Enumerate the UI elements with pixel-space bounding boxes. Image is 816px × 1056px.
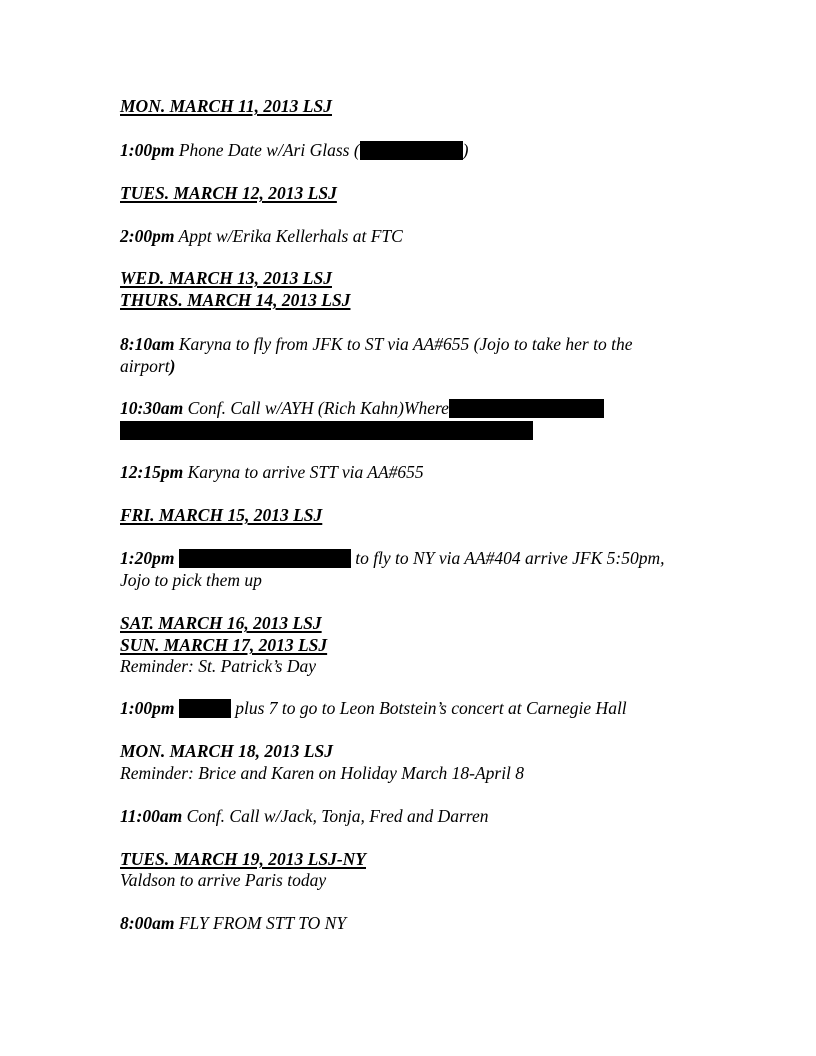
- entry-text: airport: [120, 356, 170, 376]
- redaction-block: [120, 421, 533, 440]
- calendar-entry: [120, 548, 665, 569]
- reminder-text: Reminder: Brice and Karen on Holiday March 18-April 8: [120, 763, 525, 783]
- entry-time: 11:00am: [120, 806, 183, 826]
- entry-text: Jojo to pick them up: [120, 570, 262, 590]
- day-heading: TUES. MARCH 19, 2013 LSJ-NY: [120, 849, 366, 869]
- entry-text: plus 7 to go to Leon Botstein’s concert at Carnegie Hall: [235, 698, 627, 718]
- entry-time: 1:20pm: [120, 548, 175, 568]
- entry-time: 1:00pm: [120, 698, 175, 718]
- entry-time: 10:30am: [120, 398, 184, 418]
- calendar-entry: [120, 698, 627, 719]
- entry-time: 2:00pm: [120, 226, 175, 246]
- day-heading: WED. MARCH 13, 2013 LSJ: [120, 268, 332, 288]
- day-heading: TUES. MARCH 12, 2013 LSJ: [120, 183, 337, 203]
- reminder-text: Reminder: St. Patrick’s Day: [120, 656, 317, 676]
- entry-time: 8:00am: [120, 913, 175, 933]
- entry-text: Phone Date w/Ari Glass (: [178, 140, 360, 160]
- day-heading: SUN. MARCH 17, 2013 LSJ: [120, 635, 328, 655]
- entry-text: to fly to NY via AA#404 arrive JFK 5:50pm,: [355, 548, 665, 568]
- calendar-entry: [120, 334, 632, 355]
- entry-text-tail: ): [462, 140, 469, 160]
- entry-text: Conf. Call w/AYH (Rich Kahn)Where: [187, 398, 449, 418]
- entry-time: 8:10am: [120, 334, 175, 354]
- calendar-entry-continuation: [120, 356, 175, 377]
- calendar-entry-continuation: [120, 570, 262, 591]
- calendar-entry: [120, 913, 346, 934]
- day-heading: MON. MARCH 18, 2013 LSJ: [120, 741, 333, 761]
- entry-text-tail: ): [169, 356, 176, 376]
- calendar-entry: [120, 806, 488, 827]
- day-heading: THURS. MARCH 14, 2013 LSJ: [120, 290, 351, 310]
- redaction-block: [360, 141, 463, 160]
- day-heading: SAT. MARCH 16, 2013 LSJ: [120, 613, 322, 633]
- reminder-text: Valdson to arrive Paris today: [120, 870, 327, 890]
- entry-text: FLY FROM STT TO NY: [178, 913, 347, 933]
- day-heading: FRI. MARCH 15, 2013 LSJ: [120, 505, 323, 525]
- redaction-block: [179, 699, 231, 718]
- day-heading: MON. MARCH 11, 2013 LSJ: [120, 96, 332, 116]
- entry-time: 1:00pm: [120, 140, 175, 160]
- calendar-entry: [120, 226, 403, 247]
- entry-time: 12:15pm: [120, 462, 184, 482]
- entry-text: Karyna to arrive STT via AA#655: [187, 462, 424, 482]
- entry-text: Conf. Call w/Jack, Tonja, Fred and Darren: [186, 806, 489, 826]
- redaction-block: [449, 399, 604, 418]
- calendar-entry: [120, 462, 424, 483]
- entry-text: Karyna to fly from JFK to ST via AA#655 (Jojo to take her to the: [178, 334, 633, 354]
- calendar-entry: [120, 140, 468, 161]
- calendar-entry: [120, 398, 604, 419]
- redaction-block: [179, 549, 351, 568]
- entry-text: Appt w/Erika Kellerhals at FTC: [178, 226, 403, 246]
- calendar-entry-continuation: [120, 420, 533, 441]
